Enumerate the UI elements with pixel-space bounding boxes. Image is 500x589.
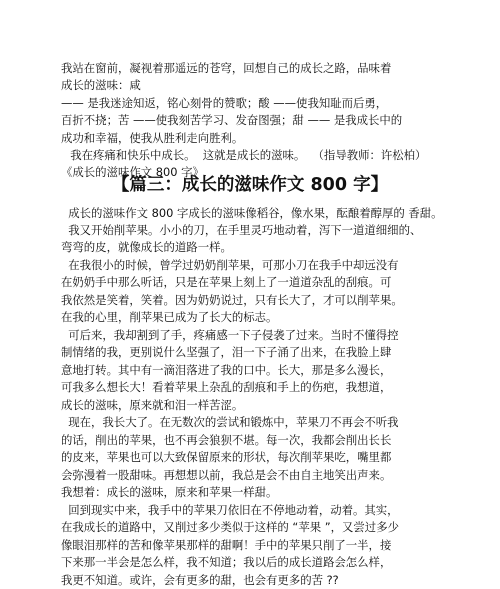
text-line: 现在，我长大了。在无数次的尝试和锻炼中，苹果刀不再会不听我 (61, 415, 399, 429)
text-line: 可后来，我却割到了手，疼痛感一下子侵袭了过来。当时不懂得控 (61, 328, 399, 342)
text-line: 我想着：成长的滋味，原来和苹果一样甜。 (61, 485, 278, 499)
text-line: 成长的滋味，原来就和泪一样苦涩。 (61, 398, 244, 412)
text-line: —— 是我迷途知返，铭心刻骨的赞歌；酸 ——使我知耻而后勇， (61, 96, 388, 110)
text-line: 百折不挠；苦 ——使我刻苦学习、发奋图强；甜 —— 是我成长中的 (61, 113, 403, 127)
text-line: 我站在窗前，凝视着那遥远的苍穹，回想自己的成长之路，品味着 (61, 61, 392, 75)
text-line: 回到现实中来，我手中的苹果刀依旧在不停地动着，动着。其实， (61, 503, 399, 517)
section-heading: 【篇三：成长的滋味作文 800 字】 (111, 175, 389, 195)
text-line: 的皮来，苹果也可以大致保留原来的形状，每次削苹果吃，嘴里都 (61, 450, 392, 464)
text-line: 我依然是笑着，笑着。因为奶奶说过，只有长大了，才可以削苹果。 (61, 293, 403, 307)
text-line: 在我成长的道路中，又削过多少类似于这样的 “苹果 ”，又尝过多少 (61, 520, 399, 534)
text-line: 的话，削出的苹果，也不再会狼狈不堪。每一次，我都会削出长长 (61, 433, 392, 447)
text-line: 成长的滋味作文 800 字成长的滋味像稻谷，像水果，酝酿着醇厚的 香甜。 (61, 206, 443, 220)
text-line: 制情绪的我，更别说什么坚强了，泪一下子涌了出来，在我脸上肆 (61, 345, 392, 359)
text-line: 会弥漫着一股甜味。再想想以前，我总是会不由自主地笑出声来。 (61, 468, 392, 482)
text-line: 像眼泪那样的苦和像苹果那样的甜啊！手中的苹果只削了一半，接 (61, 538, 392, 552)
text-line: 下来那一半会是怎么样，我不知道；我以后的成长道路会怎么样， (61, 555, 392, 569)
text-line: 我在疼痛和快乐中成长。 这就是成长的滋味。 （指导教师：许松柏） (63, 148, 427, 162)
text-line: 可我多么想长大！看着苹果上杂乱的刮痕和手上的伤疤，我想道， (61, 380, 392, 394)
text-line: 我又开始削苹果。小小的刀，在手里灵巧地动着，泻下一道道细细的、 (61, 223, 422, 237)
text-line: 在我的心里，削苹果已成为了长大的标志。 (61, 310, 278, 324)
text-line: 我更不知道。或许，会有更多的甜，也会有更多的苦 ?? (61, 573, 339, 587)
text-line: 在我很小的时候，曾学过奶奶削苹果，可那小刀在我手中却远没有 (61, 258, 399, 272)
text-line: 成功和幸福，使我从胜利走向胜利。 (61, 131, 244, 145)
text-line: 成长的滋味：咸 (61, 78, 141, 92)
text-line: 意地打转。其中有一滴泪落进了我的口中。长大，那是多么漫长， (61, 363, 392, 377)
text-line: 《成长的滋味作文 800 字》 (61, 165, 204, 179)
text-line: 在奶奶手中那么听话，只是在苹果上刻上了一道道杂乱的刮痕。可 (61, 275, 392, 289)
text-line: 弯弯的皮，就像成长的道路一样。 (61, 240, 232, 254)
